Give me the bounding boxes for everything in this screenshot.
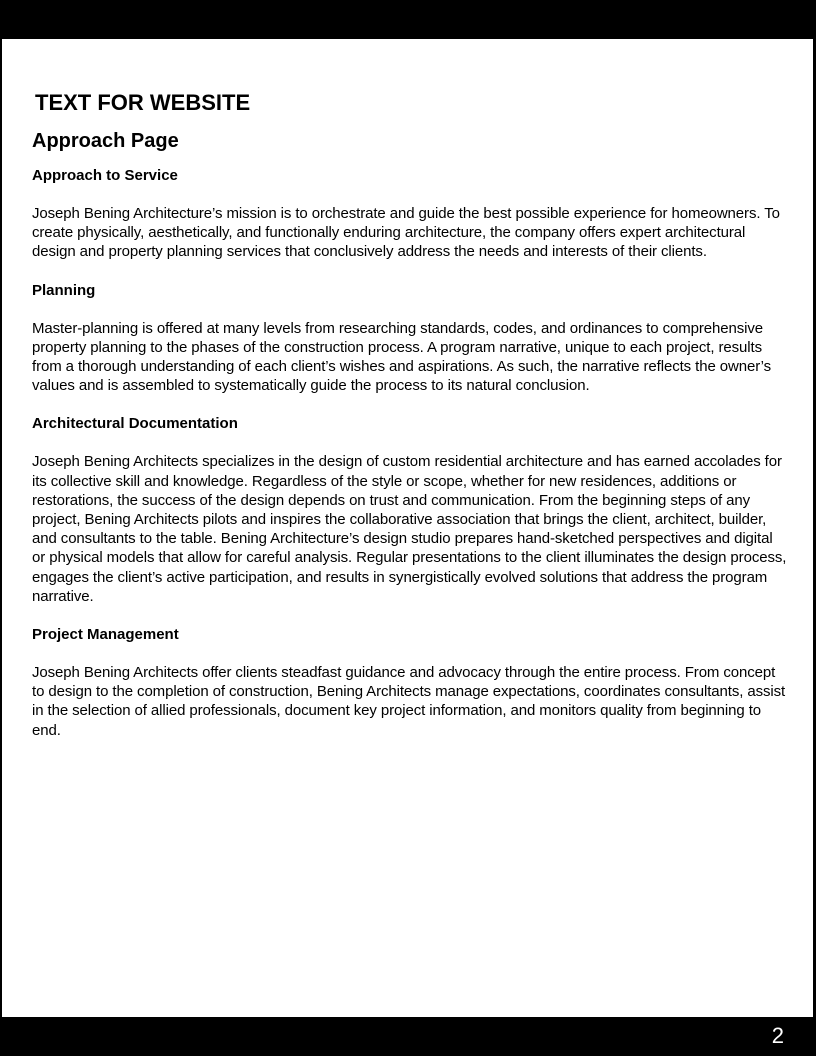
section-paragraph: Joseph Bening Architects offer clients steadfast guidance and advocacy through the entire process. From concept to design to the completion of construction, Bening Architects manage expectations, coordinates consultants, assist in the selection of allied professionals, document key project information, and monitors quality from beginning to end. (32, 664, 786, 739)
section-approach-to-service (32, 166, 788, 262)
section-paragraph: Master-planning is offered at many levels from researching standards, codes, and ordinances to comprehensive property planning to the phases of the construction process. A program narrative, unique to each project, results from a thorough understanding of each client’s wishes and aspirations. As such, the narrative reflects the owner’s values and is assembled to systematically guide the process to its natural conclusion. (32, 319, 772, 395)
section-architectural-documentation (32, 414, 788, 606)
document-title: TEXT FOR WEBSITE (35, 90, 251, 115)
top-border-bar (0, 0, 816, 39)
document-content (32, 88, 788, 759)
page-title: Approach Page (32, 130, 179, 152)
bottom-border-bar (0, 1017, 816, 1056)
section-planning (32, 281, 788, 396)
section-paragraph: Joseph Bening Architecture’s mission is to orchestrate and guide the best possible experience for homeowners. To create physically, aesthetically, and functionally enduring architecture, the company offers expert architectural design and property planning services that conclusively address the needs and interests of their clients. (32, 205, 780, 261)
section-heading: Architectural Documentation (32, 415, 238, 433)
section-paragraph: Joseph Bening Architects specializes in the design of custom residential architecture and has earned accolades for its collective skill and knowledge. Regardless of the style or scope, whether for new residences, additions or restorations, the success of the design depends on trust and communication. From the beginning steps of any project, Bening Architects pilots and inspires the collaborative association that brings the client, architect, builder, and consultants to the table. Bening Architecture’s design studio prepares hand-sketched perspectives and digital or physical models that allow for careful analysis. Regular presentations to the client illuminates the design process, engages the client’s active participation, and results in synergistically evolved solutions that address the program narrative. (32, 453, 787, 605)
section-heading: Project Management (32, 626, 179, 644)
section-heading: Planning (32, 281, 96, 299)
section-project-management (32, 625, 788, 740)
page-number: 2 (771, 1023, 784, 1048)
left-border-line (0, 39, 2, 1017)
section-heading: Approach to Service (32, 167, 178, 184)
